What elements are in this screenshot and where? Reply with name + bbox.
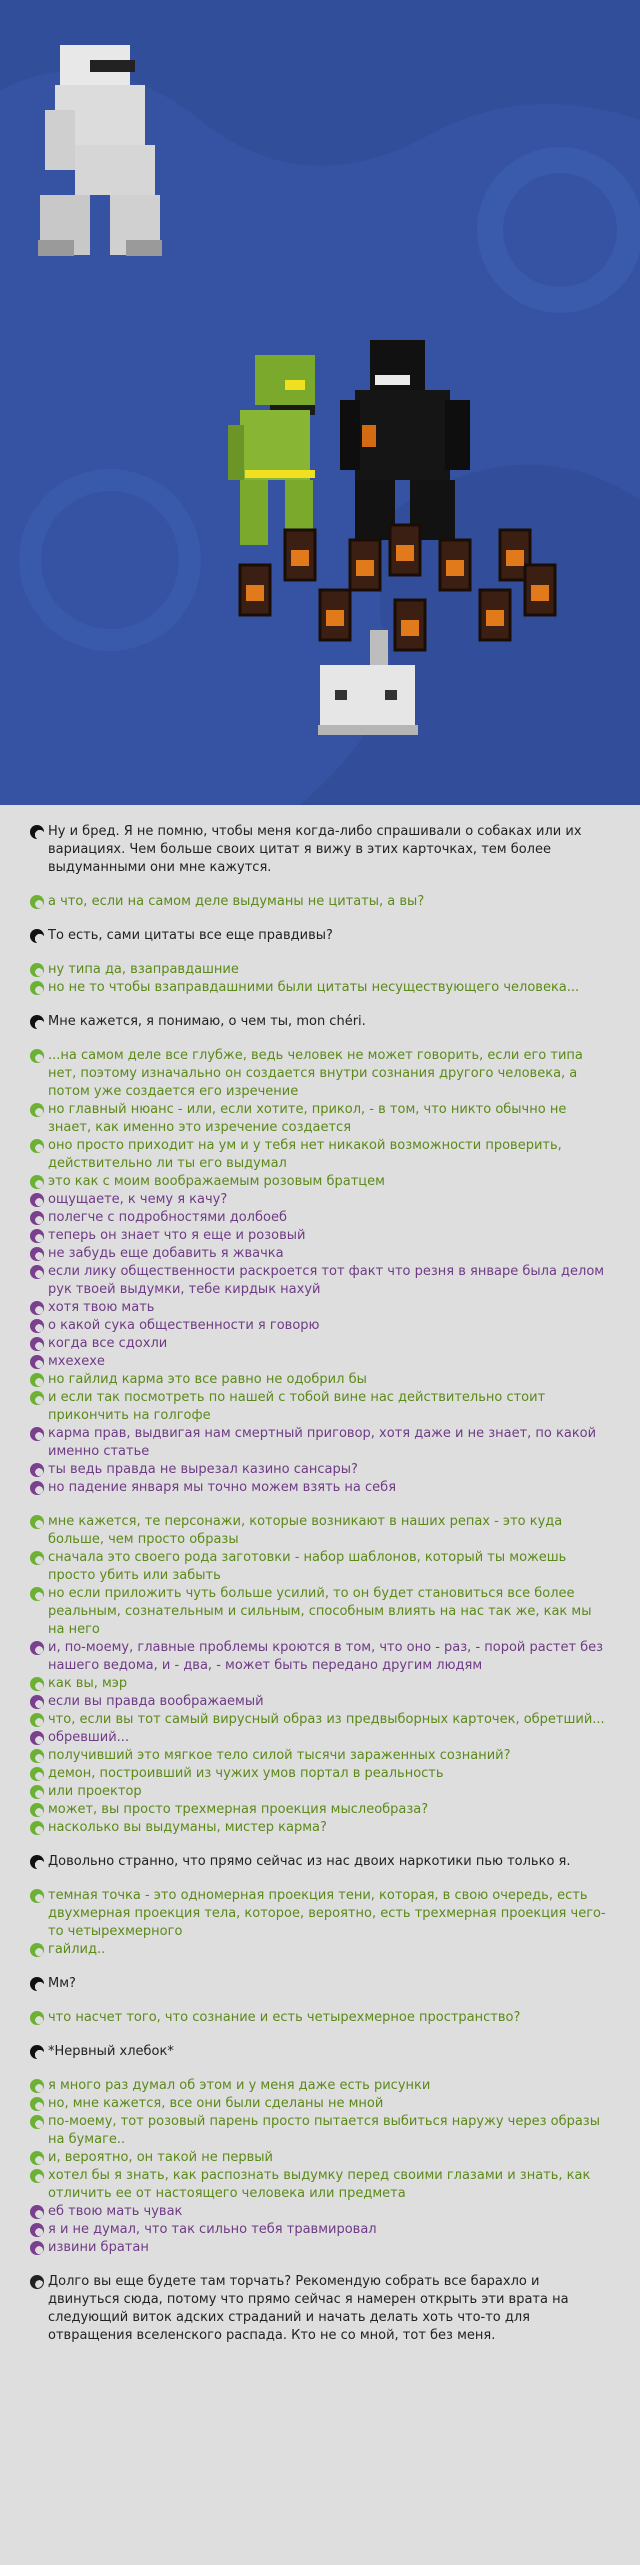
message-line [30,1853,610,1871]
message-line [30,1693,610,1711]
message-line [30,1425,610,1461]
green-speaker-icon [30,1889,44,1903]
message-text: но не то чтобы взаправдашними были цитаты несуществующего человека... [48,980,580,995]
message-line [30,2203,610,2221]
message-text: То есть, сами цитаты все еще правдивы? [48,928,333,943]
message-text: и, по-моему, главные проблемы кроются в том, что оно - раз, - порой растет без нашего ведома, и - два, - может быть передано другим людям [48,1640,604,1673]
green-speaker-icon [30,895,44,909]
message-line [30,1173,610,1191]
message-text: обревший... [48,1730,130,1745]
message-line [30,2273,610,2345]
purple-speaker-icon [30,1193,44,1207]
message-text: карма прав, выдвигая нам смертный приговор, хотя даже и не знает, по какой именно статье [48,1426,597,1459]
message-line [30,1209,610,1227]
green-speaker-icon [30,1677,44,1691]
purple-speaker-icon [30,1731,44,1745]
message-text: а что, если на самом деле выдуманы не цитаты, а вы? [48,894,425,909]
message-line [30,927,610,945]
black-speaker-icon [30,1855,44,1869]
purple-speaker-icon [30,1247,44,1261]
green-speaker-icon [30,2079,44,2093]
message-text: или проектор [48,1784,142,1799]
purple-speaker-icon [30,1641,44,1655]
message-text: и если так посмотреть по нашей с тобой вине нас действительно стоит прикончить на голгофе [48,1390,546,1423]
message-text: хотел бы я знать, как распознать выдумку перед своими глазами и знать, как отличить ее от настоящего человека или предмета [48,2168,591,2201]
message-line [30,1245,610,1263]
message-text: темная точка - это одномерная проекция тени, которая, в свою очередь, есть двухмерная проекция тела, которое, вероятно, есть трехмерная проекция чего-то четырехмерного [48,1888,606,1939]
message-line [30,1047,610,1101]
message-text: *Нервный хлебок* [48,2044,174,2059]
green-speaker-icon [30,1587,44,1601]
message-line [30,1887,610,1941]
message-text: демон, построивший из чужих умов портал в реальность [48,1766,444,1781]
green-speaker-icon [30,1515,44,1529]
message-line [30,823,610,877]
green-speaker-icon [30,963,44,977]
message-text: может, вы просто трехмерная проекция мыслеобраза? [48,1802,429,1817]
message-line [30,1013,610,1031]
message-text: получивший это мягкое тело силой тысячи зараженных сознаний? [48,1748,511,1763]
message-line [30,2113,610,2149]
message-line [30,1765,610,1783]
message-line [30,1513,610,1549]
purple-speaker-icon [30,1229,44,1243]
purple-speaker-icon [30,1301,44,1315]
message-line [30,1711,610,1729]
message-line [30,893,610,911]
message-line [30,1137,610,1173]
message-text: Мне кажется, я понимаю, о чем ты, mon chéri. [48,1014,366,1029]
message-block [30,2009,610,2027]
message-line [30,2167,610,2203]
purple-speaker-icon [30,1463,44,1477]
message-line [30,1639,610,1675]
message-line [30,1747,610,1765]
green-speaker-icon [30,981,44,995]
green-speaker-icon [30,1803,44,1817]
message-line [30,1729,610,1747]
green-speaker-icon [30,1049,44,1063]
green-speaker-icon [30,1103,44,1117]
message-line [30,1101,610,1137]
purple-speaker-icon [30,1427,44,1441]
green-speaker-icon [30,1767,44,1781]
green-speaker-icon [30,2151,44,2165]
message-line [30,979,610,997]
green-speaker-icon [30,2169,44,2183]
message-text: извини братан [48,2240,149,2255]
message-text: это как с моим воображаемым розовым братцем [48,1174,385,1189]
green-speaker-icon [30,2115,44,2129]
message-line [30,1801,610,1819]
black-speaker-icon [30,1015,44,1029]
message-block [30,823,610,877]
message-text: гайлид.. [48,1942,106,1957]
message-block [30,1853,610,1871]
message-text: Долго вы еще будете там торчать? Рекомендую собрать все барахло и двинуться сюда, потому что прямо сейчас я намерен открыть эти врата на следующий виток адских страданий и начать делать хоть что-то для отвращения вселенского распада. Кто не со мной, тот без меня. [48,2274,569,2343]
green-speaker-icon [30,2011,44,2025]
message-text: Довольно странно, что прямо сейчас из нас двоих наркотики пью только я. [48,1854,571,1869]
message-text: если вы правда воображаемый [48,1694,264,1709]
message-text: хотя твою мать [48,1300,155,1315]
message-line [30,2221,610,2239]
message-block [30,2077,610,2257]
scene-artwork [0,0,640,805]
purple-speaker-icon [30,1337,44,1351]
message-line [30,1819,610,1837]
message-block [30,961,610,997]
message-text: как вы, мэр [48,1676,128,1691]
message-block [30,1513,610,1837]
purple-speaker-icon [30,1481,44,1495]
message-text: что, если вы тот самый вирусный образ из предвыборных карточек, обретший... [48,1712,605,1727]
green-speaker-icon [30,1551,44,1565]
message-text: не забудь еще добавить я жвачка [48,1246,284,1261]
message-line [30,2043,610,2061]
message-block [30,1047,610,1497]
message-line [30,1941,610,1959]
black-speaker-icon [30,2045,44,2059]
message-text: но падение января мы точно можем взять на себя [48,1480,397,1495]
message-text: еб твою мать чувак [48,2204,183,2219]
message-text: полегче с подробностями долбоеб [48,1210,287,1225]
green-speaker-icon [30,1943,44,1957]
message-line [30,1335,610,1353]
message-block [30,2273,610,2345]
message-block [30,893,610,911]
message-line [30,2095,610,2113]
purple-speaker-icon [30,1695,44,1709]
green-speaker-icon [30,1175,44,1189]
message-line [30,1461,610,1479]
black-speaker-icon [30,1977,44,1991]
message-text: но гайлид карма это все равно не одобрил бы [48,1372,367,1387]
message-text: я и не думал, что так сильно тебя травмировал [48,2222,377,2237]
message-text: насколько вы выдуманы, мистер карма? [48,1820,327,1835]
green-speaker-icon [30,1139,44,1153]
green-speaker-icon [30,1821,44,1835]
purple-speaker-icon [30,2223,44,2237]
message-line [30,2239,610,2257]
message-text: мхехехе [48,1354,105,1369]
message-text: я много раз думал об этом и у меня даже есть рисунки [48,2078,431,2093]
green-speaker-icon [30,1713,44,1727]
message-block [30,1013,610,1031]
purple-speaker-icon [30,2205,44,2219]
chat-log [0,805,640,2565]
message-text: Ну и бред. Я не помню, чтобы меня когда-либо спрашивали о собаках или их вариациях. Чем больше своих цитат я вижу в этих карточках, тем более выдуманными они мне кажутся. [48,824,582,875]
green-speaker-icon [30,2097,44,2111]
message-line [30,1389,610,1425]
message-text: ...на самом деле все глубже, ведь человек не может говорить, если его типа нет, поэтому изначально он создается внутри сознания другого человека, а потом уже создается его изречение [48,1048,583,1099]
message-line [30,2077,610,2095]
message-line [30,1479,610,1497]
message-line [30,1585,610,1639]
message-line [30,1353,610,1371]
message-block [30,2043,610,2061]
message-text: и, вероятно, он такой не первый [48,2150,273,2165]
green-speaker-icon [30,1391,44,1405]
message-block [30,1975,610,1993]
black-speaker-icon [30,825,44,839]
purple-speaker-icon [30,1265,44,1279]
message-line [30,1975,610,1993]
purple-speaker-icon [30,1355,44,1369]
message-text: о какой сука общественности я говорю [48,1318,320,1333]
message-text: ты ведь правда не вырезал казино сансары? [48,1462,358,1477]
message-line [30,1299,610,1317]
message-block [30,1887,610,1959]
message-text: сначала это своего рода заготовки - набор шаблонов, который ты можешь просто убить или забыть [48,1550,567,1583]
message-text: что насчет того, что сознание и есть четырехмерное пространство? [48,2010,521,2025]
message-text: но, мне кажется, все они были сделаны не мной [48,2096,384,2111]
message-line [30,2009,610,2027]
message-text: оно просто приходит на ум и у тебя нет никакой возможности проверить, действительно ли ты его выдумал [48,1138,562,1171]
message-text: ну типа да, взаправдашние [48,962,239,977]
message-text: ощущаете, к чему я качу? [48,1192,228,1207]
message-line [30,1263,610,1299]
message-line [30,1317,610,1335]
message-text: если лику общественности раскроется тот факт что резня в январе была делом рук твоей выдумки, тебе кирдык нахуй [48,1264,605,1297]
message-text: Мм? [48,1976,76,1991]
purple-speaker-icon [30,1319,44,1333]
message-text: мне кажется, те персонажи, которые возникают в наших репах - это куда больше, чем просто образы [48,1514,563,1547]
message-line [30,2149,610,2167]
message-block [30,927,610,945]
message-line [30,1191,610,1209]
black-speaker-icon [30,929,44,943]
message-text: теперь он знает что я еще и розовый [48,1228,306,1243]
white-speaker-icon [30,2275,44,2289]
message-line [30,1549,610,1585]
purple-speaker-icon [30,1211,44,1225]
message-line [30,1783,610,1801]
message-line [30,1227,610,1245]
message-text: но главный нюанс - или, если хотите, прикол, - в том, что никто обычно не знает, как именно это изречение создается [48,1102,567,1135]
message-text: по-моему, тот розовый парень просто пытается выбиться наружу через образы на бумаге.. [48,2114,600,2147]
message-text: когда все сдохли [48,1336,168,1351]
green-speaker-icon [30,1749,44,1763]
green-speaker-icon [30,1785,44,1799]
green-speaker-icon [30,1373,44,1387]
purple-speaker-icon [30,2241,44,2255]
pixel-art-scene [0,0,640,805]
message-line [30,1371,610,1389]
message-line [30,961,610,979]
message-line [30,1675,610,1693]
message-text: но если приложить чуть больше усилий, то он будет становиться все более реальным, сознательным и сильным, способным влиять на нас так же, как мы на него [48,1586,592,1637]
